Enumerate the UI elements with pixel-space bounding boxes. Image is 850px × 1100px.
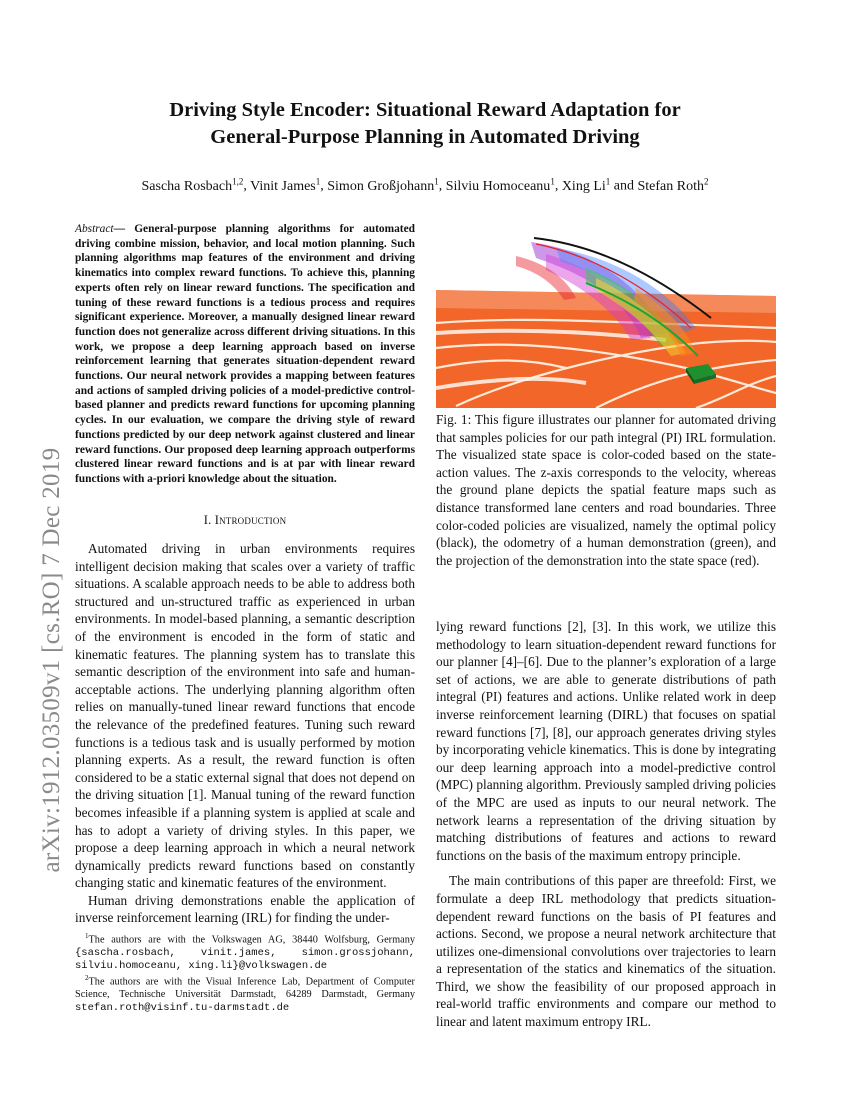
author: Simon Großjohann$^1$ (327, 176, 439, 194)
arxiv-identifier: arXiv:1912.03509v1 [cs.RO] 7 Dec 2019 (38, 447, 65, 873)
abstract-label: Abstract (75, 223, 114, 235)
paper-title (100, 97, 750, 151)
paragraph: The main contributions of this paper are threefold: First, we formulate a deep IRL methodology that predicts situation-dependent reward functions on the basis of PI features and actions. Second, we propose a neural network architecture that utilizes one-dimensional convolutions over trajectories to learn a representation of the statics and kinematics of the situation. Third, we show the feasibility of our proposed approach in real-world traffic environments and compare our method to linear and latent maximum entropy IRL. (436, 873, 776, 1030)
section-heading: I. Introduction (203, 513, 287, 527)
right-column (436, 618, 776, 1031)
abstract: Abstract— General-purpose planning algorithms for automated driving combine mission, behavior, and local motion planning. Such planning algorithms map features of the environment and driving kinematics into complex reward functions. To achieve this, planning experts often rely on linear reward functions. The specification and tuning of these reward functions is a tedious process and requires significant experience. Moreover, a manually designed linear reward function does not generalize across different driving situations. In this work, we propose a deep learning approach based on inverse reinforcement learning that generates situation-dependent reward functions. Our neural network provides a mapping between features and actions of sampled driving policies of a model-predictive control-based planner and predicts reward functions for upcoming planning cycles. In our evaluation, we compare the driving style of reward functions predicted by our deep network against clustered and linear reward functions. Our proposed deep learning approach outperforms clustered linear reward functions and is at par with linear reward functions with a-priori knowledge about the situation. (75, 223, 415, 485)
footnotes (75, 930, 415, 1014)
footnote-2: $^2$The authors are with the Visual Inference Lab, Department of Computer Science, Technische Universität Darmstadt, 64289 Darmstadt, Germany stefan.roth@visinf.tu-darmstadt.de (75, 974, 415, 1014)
author: Vinit James$^1$ (250, 176, 321, 194)
figure-1-state-space (436, 228, 776, 408)
left-column (75, 540, 415, 927)
author: Sascha Rosbach$^{1,2}$ (141, 176, 244, 194)
footnote-1: $^1$The authors are with the Volkswagen AG, 38440 Wolfsburg, Germany {sascha.rosbach, vinit.james, simon.grossjohann, silviu.homoceanu, xing.li}@volkswagen.de (75, 932, 415, 972)
author: Silviu Homoceanu$^1$ (445, 176, 555, 194)
paragraph: Automated driving in urban environments requires intelligent decision making that scales over a variety of traffic situations. A scalable approach needs to be able to address both structured and un-structured traffic as experienced in urban environments. In model-based planning, a semantic description of the environment is encoded in the form of static and kinematic features. The planning system has to translate this semantic description of the environment into safe and human-acceptable actions. The underlying planning algorithm often relies on manually-tuned linear reward functions that encode the relevance of the predefined features. Tuning such reward functions is a tedious task and is usually performed by motion planning experts. As a result, the reward function is often considered to be a static external signal that does not depend on the driving situation [1]. Manual tuning of the reward function becomes infeasible if a planning system is applied at scale and has to adopt a variety of driving styles. In this paper, we propose a deep learning approach in which a neural network dynamically predicts reward functions based on constantly changing static and kinematic features of the environment. (75, 541, 415, 891)
figure-caption: Fig. 1: This figure illustrates our planner for automated driving that samples policies for our path integral (PI) IRL formulation. The visualized state space is color-coded based on the state-action values. The z-axis corresponds to the velocity, whereas the ground plane depicts the spatial feature maps such as distance transformed lane centers and road boundaries. Three color-coded policies are visualized, namely the optimal policy (black), the odometry of a human demonstration (green), and the projection of the demonstration into the state space (red). (436, 412, 776, 568)
author: Stefan Roth$^2$ (637, 176, 709, 194)
author: Xing Li$^1$ (561, 176, 611, 194)
author-list: Sascha Rosbach$^{1,2}$, Vinit James$^1$, Simon Großjohann$^1$, Silviu Homoceanu$^1$, Xing Li$^1$ and Stefan Roth$^2$ (141, 176, 709, 194)
paragraph: Human driving demonstrations enable the application of inverse reinforcement learning (IRL) for finding the under- (75, 892, 415, 926)
abstract-text: General-purpose planning algorithms for automated driving combine mission, behavior, and local motion planning. Such planning algorithms map features of the environment and driving kinematics into complex reward functions. To achieve this, planning experts often rely on linear reward functions. The specification and tuning of these reward functions is a tedious process and requires significant experience. Moreover, a manually designed linear reward function does not generalize across different driving situations. In this work, we propose a deep learning approach based on inverse reinforcement learning that generates situation-dependent reward functions. Our neural network provides a mapping between features and actions of sampled driving policies of a model-predictive control-based planner and predicts reward functions for upcoming planning cycles. In our evaluation, we compare the driving style of reward functions predicted by our deep network against clustered and linear reward functions. Our proposed deep learning approach outperforms clustered linear reward functions and is at par with linear reward functions with a-priori knowledge about the situation. (75, 223, 415, 485)
title-line-2: General-Purpose Planning in Automated Driving (210, 126, 640, 148)
paragraph: lying reward functions [2], [3]. In this work, we utilize this methodology to learn situation-dependent reward functions for our planner [4]–[6]. Due to the planner’s exploration of a large set of actions, we are able to generate distributions of path integral (PI) features and actions. Unlike related work in deep inverse reinforcement learning (DIRL) that focuses on spatial reward functions [7], [8], our approach generates driving styles by incorporating vehicle kinematics. This is done by integrating our deep learning approach into a model-predictive control (MPC) planning algorithm. Previously sampled driving policies of the MPC are used as inputs to our neural network. The network learns a representation of the driving situation by matching distributions of features and actions to reward functions on the basis of the maximum entropy principle. (436, 619, 776, 863)
title-line-1: Driving Style Encoder: Situational Reward Adaptation for (169, 99, 681, 121)
